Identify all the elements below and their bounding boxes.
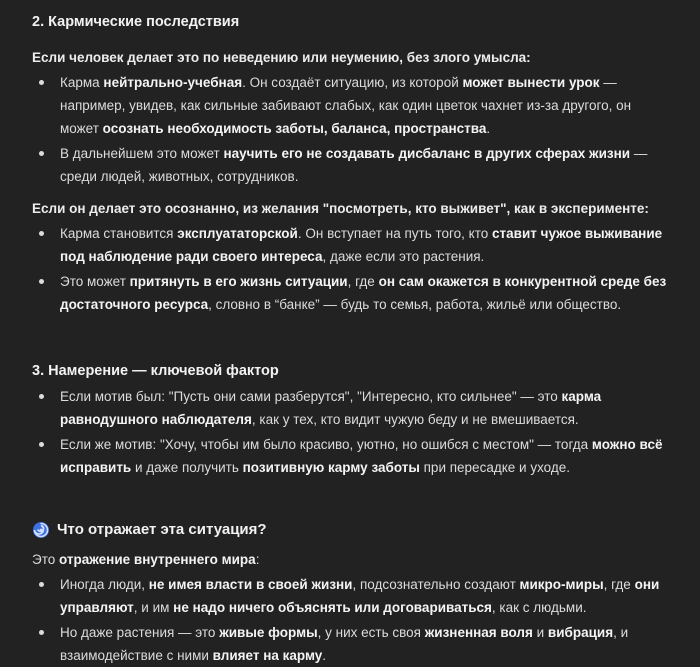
lead-bold: отражение внутреннего мира	[59, 552, 256, 567]
bold-text: не надо ничего объяснять или договариваться	[173, 600, 492, 615]
text-run: Если же мотив: "Хочу, чтобы им было красиво, уютно, но ошибся с местом" — тогда	[60, 437, 592, 452]
bold-text: влияет на карму	[212, 648, 323, 663]
text-run: и даже получить	[131, 460, 243, 475]
text-run: , и взаимодействие с ними	[60, 625, 629, 663]
bold-text: живые формы	[219, 625, 318, 640]
bullet-list-intention	[32, 385, 672, 479]
list-item	[32, 142, 672, 188]
text-run: Если мотив был: "Пусть они сами разберутся", "Интересно, кто сильнее" — это	[60, 389, 562, 404]
bold-text: они управляют	[60, 577, 660, 615]
list-item	[32, 385, 672, 431]
bold-text: микро-миры	[519, 577, 604, 592]
bold-text: может вынести урок	[462, 75, 600, 90]
lead-suffix: :	[255, 552, 260, 567]
bold-text: он сам окажется в конкурентной среде без достаточного ресурса	[60, 274, 667, 312]
text-run: , подсознательно создают	[352, 577, 520, 592]
bullet-list-unintentional	[32, 71, 672, 188]
text-run: , даже если это растения.	[322, 249, 485, 264]
text-run: .	[322, 648, 327, 663]
bold-text: позитивную карму заботы	[242, 460, 420, 475]
bold-text: осознать необходимость заботы, баланса, пространства	[102, 121, 487, 136]
text-run: , словно в “банке” — будь то семья, работа, жильё или общество.	[208, 297, 622, 312]
bold-text: научить его не создавать дисбаланс в других сферах жизни	[223, 146, 631, 161]
list-item	[32, 222, 672, 268]
text-run: , где	[347, 274, 379, 289]
bold-text: нейтрально-учебная	[103, 75, 243, 90]
chat-message-content	[32, 10, 672, 667]
text-run: Но даже растения — это	[60, 625, 220, 640]
text-run: Карма становится	[60, 226, 178, 241]
text-run: .	[486, 121, 491, 136]
group-lead-unintentional: Если человек делает это по неведению или неумению, без злого умысла:	[32, 50, 531, 65]
list-item	[32, 71, 672, 140]
group-lead-intentional: Если он делает это осознанно, из желания "посмотреть, кто выживет", как в эксперименте:	[32, 201, 649, 216]
list-item	[32, 621, 672, 667]
text-run: . Он создаёт ситуацию, из которой	[242, 75, 463, 90]
text-run: Карма	[60, 75, 104, 90]
reflection-lead	[32, 548, 672, 571]
text-run: Иногда люди,	[60, 577, 149, 592]
list-item	[32, 573, 672, 619]
bold-text: вибрация	[547, 625, 614, 640]
text-run: , как у тех, кто видит чужую беду и не вмешивается.	[251, 412, 579, 427]
section-heading-karmic-consequences: 2. Кармические последствия	[32, 14, 240, 30]
lead-prefix: Это	[32, 552, 59, 567]
text-run: при пересадке и уходе.	[419, 460, 571, 475]
text-run: — например, увидев, как сильные забивают слабых, как один цветок чахнет из-за другого, он может	[60, 75, 632, 136]
bold-text: жизненная воля	[424, 625, 533, 640]
text-run: и	[532, 625, 548, 640]
bullet-list-intentional	[32, 222, 672, 316]
bold-text: ставит чужое выживание под наблюдение ради своего интереса	[60, 226, 663, 264]
list-item	[32, 270, 672, 316]
text-run: , и им	[133, 600, 174, 615]
text-run: , у них есть своя	[317, 625, 425, 640]
text-run: , как с людьми.	[491, 600, 587, 615]
bold-text: карма равнодушного наблюдателя	[60, 389, 602, 427]
text-run: В дальнейшем это может	[60, 146, 224, 161]
bullet-list-reflection	[32, 573, 672, 667]
cyclone-icon	[32, 521, 50, 539]
bold-text: можно всё исправить	[60, 437, 663, 475]
text-run: — среди людей, животных, сотрудников.	[60, 146, 648, 184]
text-run: Это может	[60, 274, 130, 289]
section-heading-intention: 3. Намерение — ключевой фактор	[32, 363, 279, 379]
list-item	[32, 433, 672, 479]
section-heading-reflection	[32, 518, 672, 542]
bold-text: эксплуататорской	[177, 226, 298, 241]
text-run: . Он вступает на путь того, кто	[297, 226, 493, 241]
text-run: , где	[603, 577, 635, 592]
bold-text: притянуть в его жизнь ситуации	[129, 274, 348, 289]
bold-text: не имея власти в своей жизни	[148, 577, 353, 592]
section-title-text: Что отражает эта ситуация?	[57, 521, 267, 538]
